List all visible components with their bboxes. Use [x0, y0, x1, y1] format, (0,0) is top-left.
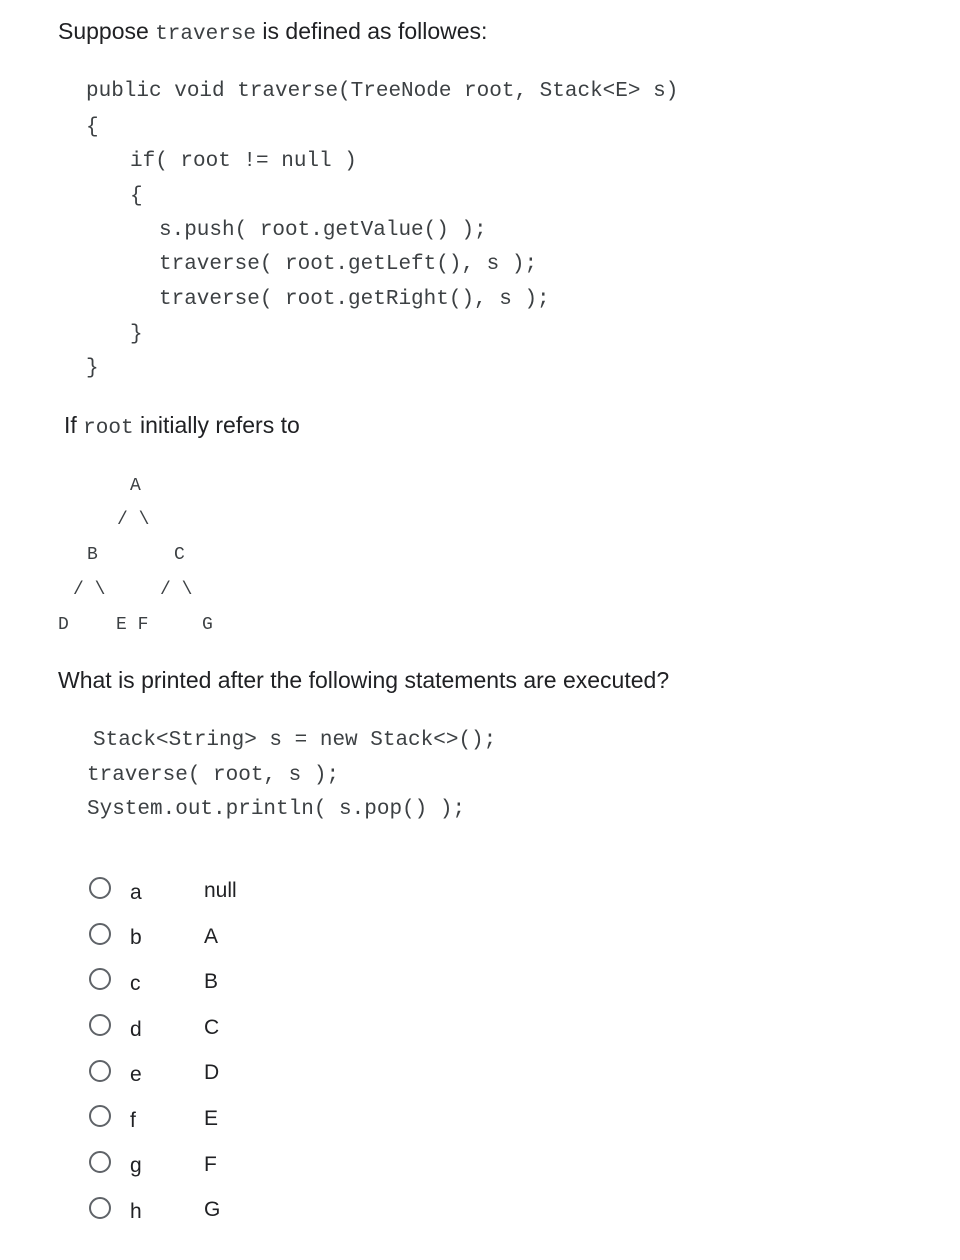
option-value: D	[204, 1061, 220, 1084]
tree-branch: / \	[73, 580, 106, 600]
option-value: C	[204, 1016, 220, 1039]
radio-button[interactable]	[89, 1151, 111, 1173]
option-value: F	[204, 1153, 217, 1176]
intro-suffix: is defined as followes:	[256, 18, 488, 44]
option-letter: c	[130, 972, 141, 995]
option-value: G	[204, 1198, 221, 1221]
tree-node-d: D	[58, 615, 69, 635]
root-code: root	[83, 417, 134, 440]
code-line: if( root != null )	[130, 150, 357, 173]
option-value: null	[204, 879, 237, 902]
code-line: traverse( root.getRight(), s );	[159, 288, 550, 311]
statement-line: Stack<String> s = new Stack<>();	[93, 729, 497, 752]
option-letter: b	[130, 926, 142, 949]
radio-button[interactable]	[89, 1105, 111, 1127]
option-letter: e	[130, 1063, 142, 1086]
code-line: }	[130, 323, 143, 346]
option-value: E	[204, 1107, 219, 1130]
statement-line: System.out.println( s.pop() );	[87, 798, 466, 821]
option-letter: f	[130, 1109, 136, 1132]
option-letter: h	[130, 1200, 142, 1223]
root-description	[64, 412, 300, 440]
tree-node-b: B	[87, 545, 98, 565]
root-suffix: initially refers to	[133, 412, 300, 438]
radio-button[interactable]	[89, 923, 111, 945]
radio-button[interactable]	[89, 877, 111, 899]
code-line: {	[86, 116, 99, 139]
code-line: s.push( root.getValue() );	[159, 219, 487, 242]
radio-button[interactable]	[89, 1014, 111, 1036]
tree-node-g: G	[202, 615, 213, 635]
option-letter: d	[130, 1018, 142, 1041]
tree-node-c: C	[174, 545, 185, 565]
statement-line: traverse( root, s );	[87, 764, 340, 787]
code-line: public void traverse(TreeNode root, Stack<E> s)	[86, 80, 679, 103]
option-letter: g	[130, 1154, 142, 1177]
question-text: What is printed after the following statements are executed?	[58, 667, 670, 693]
tree-node-a: A	[130, 476, 141, 496]
tree-branch: / \	[160, 580, 193, 600]
option-value: B	[204, 970, 219, 993]
code-line: {	[130, 185, 143, 208]
radio-button[interactable]	[89, 1060, 111, 1082]
tree-node-e-f: E F	[116, 615, 149, 635]
intro-code: traverse	[155, 23, 257, 46]
option-value: A	[204, 925, 219, 948]
intro-text	[58, 18, 487, 46]
tree-branch: / \	[117, 510, 150, 530]
radio-button[interactable]	[89, 1197, 111, 1219]
intro-prefix: Suppose	[58, 18, 156, 44]
code-line: }	[86, 357, 99, 380]
option-letter: a	[130, 881, 142, 904]
root-prefix: If	[64, 412, 84, 438]
radio-button[interactable]	[89, 968, 111, 990]
code-line: traverse( root.getLeft(), s );	[159, 253, 538, 276]
